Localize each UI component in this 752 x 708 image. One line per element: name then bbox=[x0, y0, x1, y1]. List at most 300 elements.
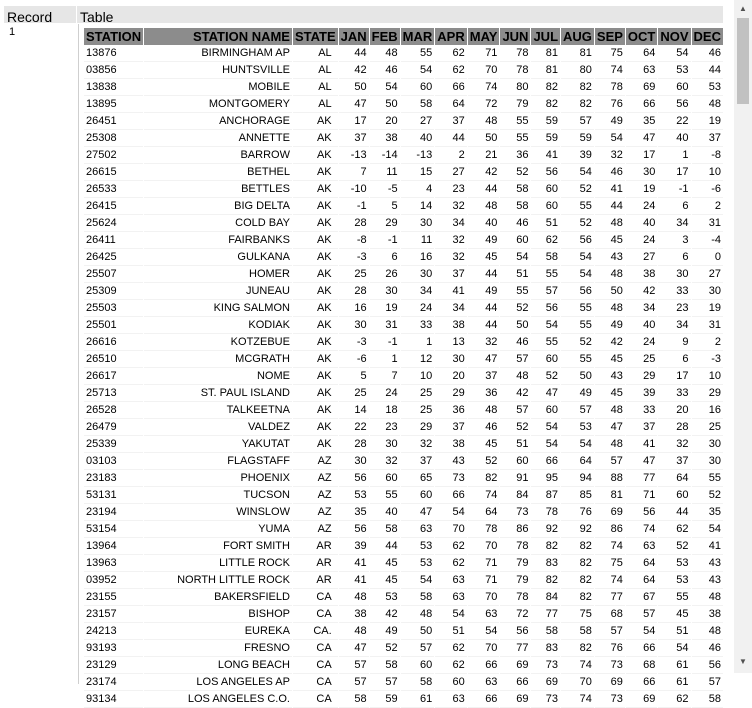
table-row bbox=[84, 436, 723, 453]
table-cell: 48 bbox=[595, 215, 625, 232]
table-cell: 52 bbox=[500, 300, 530, 317]
table-cell: 60 bbox=[658, 487, 690, 504]
table-cell: 44 bbox=[595, 198, 625, 215]
table-cell: 26533 bbox=[84, 181, 143, 198]
table-cell: 50 bbox=[561, 368, 594, 385]
table-row bbox=[84, 691, 723, 708]
table-cell: 23157 bbox=[84, 606, 143, 623]
table-row bbox=[84, 300, 723, 317]
table-cell: KOTZEBUE bbox=[144, 334, 292, 351]
table-cell: 41 bbox=[531, 147, 560, 164]
table-cell: BIRMINGHAM AP bbox=[144, 45, 292, 62]
table-cell: 35 bbox=[692, 504, 723, 521]
table-cell: 50 bbox=[595, 283, 625, 300]
table-column-header: Table bbox=[77, 6, 723, 23]
column-header-jun: JUN bbox=[502, 29, 529, 44]
table-cell: 76 bbox=[595, 640, 625, 657]
table-cell: 13895 bbox=[84, 96, 143, 113]
table-cell: TALKEETNA bbox=[144, 402, 292, 419]
table-cell: 45 bbox=[468, 436, 500, 453]
table-cell: 47 bbox=[626, 130, 657, 147]
scroll-down-arrow-icon[interactable]: ▼ bbox=[739, 657, 747, 666]
table-cell: 42 bbox=[626, 283, 657, 300]
table-cell: -1 bbox=[370, 232, 400, 249]
table-cell: 95 bbox=[531, 470, 560, 487]
table-cell: 58 bbox=[531, 249, 560, 266]
table-cell: 64 bbox=[658, 470, 690, 487]
table-cell: 74 bbox=[595, 572, 625, 589]
table-cell: AR bbox=[293, 555, 338, 572]
table-cell: 54 bbox=[561, 249, 594, 266]
table-cell: 62 bbox=[658, 521, 690, 538]
table-cell: 68 bbox=[626, 657, 657, 674]
table-cell: 83 bbox=[531, 555, 560, 572]
table-cell: 64 bbox=[626, 555, 657, 572]
table-cell: 30 bbox=[692, 453, 723, 470]
table-cell: AR bbox=[293, 572, 338, 589]
table-cell: LONG BEACH bbox=[144, 657, 292, 674]
table-cell: 20 bbox=[370, 113, 400, 130]
table-cell: 33 bbox=[658, 283, 690, 300]
table-cell: 56 bbox=[692, 657, 723, 674]
table-cell: 28 bbox=[339, 283, 369, 300]
table-cell: 73 bbox=[435, 470, 466, 487]
table-cell: 29 bbox=[692, 385, 723, 402]
table-cell: 73 bbox=[531, 657, 560, 674]
table-cell: 13964 bbox=[84, 538, 143, 555]
table-cell: 75 bbox=[595, 555, 625, 572]
column-header-jul: JUL bbox=[533, 29, 559, 44]
table-cell: 62 bbox=[435, 640, 466, 657]
table-cell: 42 bbox=[370, 606, 400, 623]
table-cell: 26411 bbox=[84, 232, 143, 249]
table-cell: 48 bbox=[370, 45, 400, 62]
table-cell: 57 bbox=[370, 674, 400, 691]
table-cell: NORTH LITTLE ROCK bbox=[144, 572, 292, 589]
table-cell: 77 bbox=[626, 470, 657, 487]
scrollbar-thumb[interactable] bbox=[737, 18, 749, 104]
table-cell: MCGRATH bbox=[144, 351, 292, 368]
table-cell: AZ bbox=[293, 487, 338, 504]
table-cell: -10 bbox=[339, 181, 369, 198]
table-cell: 54 bbox=[531, 317, 560, 334]
table-cell: 62 bbox=[531, 232, 560, 249]
table-cell: 56 bbox=[531, 300, 560, 317]
column-header-station-name: STATION NAME bbox=[144, 28, 292, 45]
table-cell: 03952 bbox=[84, 572, 143, 589]
table-cell: 34 bbox=[626, 300, 657, 317]
table-cell: FORT SMITH bbox=[144, 538, 292, 555]
table-cell: AL bbox=[293, 96, 338, 113]
table-cell: 48 bbox=[401, 606, 435, 623]
table-cell: 69 bbox=[500, 657, 530, 674]
table-row bbox=[84, 419, 723, 436]
table-cell: 50 bbox=[500, 317, 530, 334]
table-cell: 92 bbox=[561, 521, 594, 538]
table-cell: 62 bbox=[435, 538, 466, 555]
table-cell: -3 bbox=[339, 334, 369, 351]
table-cell: AK bbox=[293, 215, 338, 232]
table-cell: 46 bbox=[692, 640, 723, 657]
table-cell: 72 bbox=[468, 96, 500, 113]
table-row bbox=[84, 283, 723, 300]
table-cell: 33 bbox=[401, 317, 435, 334]
table-cell: MONTGOMERY bbox=[144, 96, 292, 113]
table-cell: FLAGSTAFF bbox=[144, 453, 292, 470]
table-cell: 13 bbox=[435, 334, 466, 351]
record-column-header: Record bbox=[4, 6, 76, 23]
table-cell: 58 bbox=[500, 198, 530, 215]
table-cell: AL bbox=[293, 45, 338, 62]
table-cell: 58 bbox=[561, 623, 594, 640]
table-cell: 53 bbox=[658, 62, 690, 79]
table-row bbox=[84, 368, 723, 385]
table-cell: 41 bbox=[692, 538, 723, 555]
table-cell: 42 bbox=[595, 334, 625, 351]
table-cell: 56 bbox=[500, 623, 530, 640]
table-cell: GULKANA bbox=[144, 249, 292, 266]
table-cell: LOS ANGELES AP bbox=[144, 674, 292, 691]
column-header-dec: DEC bbox=[693, 29, 721, 44]
table-cell: 62 bbox=[658, 691, 690, 708]
table-cell: 14 bbox=[401, 198, 435, 215]
table-cell: 87 bbox=[531, 487, 560, 504]
table-cell: 73 bbox=[595, 657, 625, 674]
table-cell: 54 bbox=[658, 45, 690, 62]
table-cell: 45 bbox=[468, 249, 500, 266]
table-cell: 50 bbox=[401, 623, 435, 640]
table-cell: 48 bbox=[595, 300, 625, 317]
table-cell: 54 bbox=[401, 572, 435, 589]
table-cell: LITTLE ROCK bbox=[144, 555, 292, 572]
table-cell: 54 bbox=[401, 62, 435, 79]
table-cell: 52 bbox=[500, 419, 530, 436]
table-cell: 81 bbox=[531, 45, 560, 62]
table-cell: 55 bbox=[370, 487, 400, 504]
table-cell: 33 bbox=[626, 402, 657, 419]
table-cell: 45 bbox=[370, 555, 400, 572]
table-cell: 63 bbox=[401, 521, 435, 538]
table-cell: 11 bbox=[370, 164, 400, 181]
table-cell: 57 bbox=[339, 657, 369, 674]
table-cell: 30 bbox=[339, 317, 369, 334]
table-cell: 69 bbox=[626, 691, 657, 708]
table-cell: 20 bbox=[658, 402, 690, 419]
table-cell: 53 bbox=[658, 555, 690, 572]
table-cell: 60 bbox=[531, 402, 560, 419]
table-cell: 71 bbox=[468, 555, 500, 572]
table-cell: 62 bbox=[435, 657, 466, 674]
table-cell: 54 bbox=[370, 79, 400, 96]
table-cell: 48 bbox=[595, 436, 625, 453]
table-cell: 56 bbox=[658, 96, 690, 113]
table-cell: 19 bbox=[692, 113, 723, 130]
table-cell: 0 bbox=[692, 249, 723, 266]
table-cell: 71 bbox=[468, 572, 500, 589]
table-cell: AK bbox=[293, 419, 338, 436]
table-cell: AK bbox=[293, 402, 338, 419]
table-cell: 5 bbox=[339, 368, 369, 385]
table-row bbox=[84, 79, 723, 96]
table-cell: 44 bbox=[658, 504, 690, 521]
table-cell: 34 bbox=[435, 215, 466, 232]
table-cell: 41 bbox=[339, 555, 369, 572]
table-cell: AK bbox=[293, 266, 338, 283]
table-cell: 29 bbox=[370, 215, 400, 232]
table-cell: 55 bbox=[561, 300, 594, 317]
table-cell: 1 bbox=[370, 351, 400, 368]
table-cell: 78 bbox=[500, 538, 530, 555]
table-cell: 25624 bbox=[84, 215, 143, 232]
table-cell: 70 bbox=[435, 521, 466, 538]
table-cell: 49 bbox=[468, 283, 500, 300]
table-cell: 32 bbox=[370, 453, 400, 470]
table-cell: 17 bbox=[626, 147, 657, 164]
table-row bbox=[84, 334, 723, 351]
table-cell: 29 bbox=[401, 419, 435, 436]
table-cell: 72 bbox=[500, 606, 530, 623]
table-cell: 48 bbox=[468, 198, 500, 215]
table-cell: 57 bbox=[626, 606, 657, 623]
table-cell: AK bbox=[293, 368, 338, 385]
table-cell: 13963 bbox=[84, 555, 143, 572]
table-cell: 23183 bbox=[84, 470, 143, 487]
table-cell: 57 bbox=[692, 674, 723, 691]
table-cell: 55 bbox=[561, 351, 594, 368]
table-cell: AK bbox=[293, 113, 338, 130]
table-cell: 46 bbox=[595, 164, 625, 181]
column-header-apr: APR bbox=[437, 29, 465, 44]
table-row bbox=[84, 232, 723, 249]
table-cell: EUREKA bbox=[144, 623, 292, 640]
table-cell: 57 bbox=[595, 623, 625, 640]
table-cell: 47 bbox=[626, 453, 657, 470]
table-cell: 82 bbox=[561, 572, 594, 589]
table-cell: 53 bbox=[658, 572, 690, 589]
table-cell: 60 bbox=[531, 181, 560, 198]
table-cell: HOMER bbox=[144, 266, 292, 283]
table-cell: 54 bbox=[531, 419, 560, 436]
table-cell: 52 bbox=[500, 164, 530, 181]
table-cell: 23174 bbox=[84, 674, 143, 691]
table-cell: 69 bbox=[595, 674, 625, 691]
table-cell: 45 bbox=[595, 232, 625, 249]
table-cell: 62 bbox=[435, 45, 466, 62]
data-table bbox=[83, 28, 724, 708]
table-cell: 46 bbox=[468, 419, 500, 436]
column-header-may: MAY bbox=[469, 29, 498, 44]
table-cell: 57 bbox=[500, 402, 530, 419]
table-row bbox=[84, 130, 723, 147]
table-cell: 60 bbox=[500, 453, 530, 470]
table-cell: 94 bbox=[561, 470, 594, 487]
table-cell: AZ bbox=[293, 504, 338, 521]
vertical-scrollbar[interactable] bbox=[734, 0, 752, 673]
table-cell: 40 bbox=[401, 130, 435, 147]
table-cell: 47 bbox=[401, 504, 435, 521]
table-cell: 32 bbox=[401, 436, 435, 453]
table-cell: 38 bbox=[435, 317, 466, 334]
table-cell: 2 bbox=[692, 334, 723, 351]
table-cell: 44 bbox=[370, 538, 400, 555]
table-cell: AZ bbox=[293, 521, 338, 538]
table-row bbox=[84, 147, 723, 164]
table-cell: 50 bbox=[468, 130, 500, 147]
table-cell: 25 bbox=[339, 385, 369, 402]
table-cell: KODIAK bbox=[144, 317, 292, 334]
table-cell: 54 bbox=[468, 623, 500, 640]
table-cell: 49 bbox=[561, 385, 594, 402]
table-cell: 49 bbox=[595, 113, 625, 130]
table-cell: CA bbox=[293, 691, 338, 708]
table-cell: 30 bbox=[370, 283, 400, 300]
table-cell: 25 bbox=[401, 402, 435, 419]
table-cell: 84 bbox=[500, 487, 530, 504]
table-cell: 56 bbox=[339, 521, 369, 538]
table-row bbox=[84, 266, 723, 283]
table-cell: 66 bbox=[435, 487, 466, 504]
table-cell: 30 bbox=[401, 215, 435, 232]
table-cell: 64 bbox=[626, 572, 657, 589]
table-cell: YAKUTAT bbox=[144, 436, 292, 453]
table-cell: 6 bbox=[658, 249, 690, 266]
table-cell: 39 bbox=[339, 538, 369, 555]
table-cell: ST. PAUL ISLAND bbox=[144, 385, 292, 402]
table-cell: 75 bbox=[595, 45, 625, 62]
table-cell: 30 bbox=[339, 453, 369, 470]
table-row bbox=[84, 589, 723, 606]
table-cell: 33 bbox=[658, 385, 690, 402]
table-cell: 48 bbox=[692, 623, 723, 640]
table-cell: 63 bbox=[468, 674, 500, 691]
table-cell: 59 bbox=[531, 113, 560, 130]
table-cell: 75 bbox=[561, 606, 594, 623]
table-cell: 45 bbox=[595, 351, 625, 368]
table-cell: 82 bbox=[531, 79, 560, 96]
table-cell: 7 bbox=[339, 164, 369, 181]
table-cell: 41 bbox=[435, 283, 466, 300]
table-cell: 44 bbox=[468, 266, 500, 283]
table-cell: 10 bbox=[692, 368, 723, 385]
table-cell: 10 bbox=[401, 368, 435, 385]
table-row bbox=[84, 198, 723, 215]
table-cell: 58 bbox=[339, 691, 369, 708]
table-cell: AK bbox=[293, 130, 338, 147]
table-cell: 82 bbox=[561, 589, 594, 606]
table-cell: 82 bbox=[561, 96, 594, 113]
table-cell: 23129 bbox=[84, 657, 143, 674]
table-cell: -13 bbox=[339, 147, 369, 164]
table-row bbox=[84, 96, 723, 113]
table-cell: 11 bbox=[401, 232, 435, 249]
table-cell: 26615 bbox=[84, 164, 143, 181]
table-cell: 58 bbox=[500, 181, 530, 198]
table-cell: 15 bbox=[401, 164, 435, 181]
table-cell: 71 bbox=[626, 487, 657, 504]
table-cell: 16 bbox=[401, 249, 435, 266]
table-cell: 79 bbox=[500, 96, 530, 113]
table-cell: 52 bbox=[561, 215, 594, 232]
table-cell: 54 bbox=[500, 249, 530, 266]
table-cell: 46 bbox=[692, 45, 723, 62]
table-cell: 31 bbox=[692, 215, 723, 232]
table-cell: 25 bbox=[626, 351, 657, 368]
table-cell: 78 bbox=[500, 45, 530, 62]
table-cell: 12 bbox=[401, 351, 435, 368]
table-cell: 27 bbox=[401, 113, 435, 130]
table-cell: 36 bbox=[435, 402, 466, 419]
table-cell: AK bbox=[293, 436, 338, 453]
table-cell: AK bbox=[293, 232, 338, 249]
table-cell: -8 bbox=[692, 147, 723, 164]
table-cell: 66 bbox=[500, 674, 530, 691]
table-cell: 66 bbox=[626, 674, 657, 691]
table-cell: 77 bbox=[531, 606, 560, 623]
table-cell: 32 bbox=[435, 249, 466, 266]
table-cell: 25507 bbox=[84, 266, 143, 283]
table-cell: 63 bbox=[626, 538, 657, 555]
table-cell: 44 bbox=[435, 130, 466, 147]
table-cell: 74 bbox=[561, 657, 594, 674]
table-cell: 43 bbox=[435, 453, 466, 470]
table-cell: 23194 bbox=[84, 504, 143, 521]
table-cell: 24 bbox=[626, 198, 657, 215]
table-cell: 82 bbox=[531, 538, 560, 555]
table-cell: 38 bbox=[626, 266, 657, 283]
table-cell: 82 bbox=[531, 96, 560, 113]
table-cell: 58 bbox=[401, 589, 435, 606]
table-cell: AK bbox=[293, 385, 338, 402]
table-cell: 52 bbox=[692, 487, 723, 504]
table-cell: 29 bbox=[626, 368, 657, 385]
table-cell: 48 bbox=[339, 623, 369, 640]
table-cell: 74 bbox=[595, 538, 625, 555]
table-cell: 1 bbox=[658, 147, 690, 164]
table-cell: 70 bbox=[561, 674, 594, 691]
table-cell: 17 bbox=[658, 164, 690, 181]
table-cell: 37 bbox=[626, 419, 657, 436]
table-row bbox=[84, 470, 723, 487]
table-cell: 60 bbox=[401, 487, 435, 504]
table-cell: BAKERSFIELD bbox=[144, 589, 292, 606]
table-cell: 28 bbox=[339, 215, 369, 232]
table-cell: 40 bbox=[626, 215, 657, 232]
table-cell: 74 bbox=[468, 79, 500, 96]
table-cell: CA bbox=[293, 589, 338, 606]
table-cell: 60 bbox=[500, 232, 530, 249]
table-cell: 45 bbox=[658, 606, 690, 623]
table-cell: 22 bbox=[658, 113, 690, 130]
table-cell: AK bbox=[293, 334, 338, 351]
table-cell: 55 bbox=[401, 45, 435, 62]
table-cell: 68 bbox=[595, 606, 625, 623]
table-cell: 55 bbox=[561, 198, 594, 215]
table-cell: 78 bbox=[468, 521, 500, 538]
table-cell: 32 bbox=[595, 147, 625, 164]
table-cell: 71 bbox=[468, 45, 500, 62]
table-row bbox=[84, 113, 723, 130]
table-cell: 41 bbox=[626, 436, 657, 453]
table-cell: 17 bbox=[658, 368, 690, 385]
table-cell: 24 bbox=[626, 232, 657, 249]
table-cell: LOS ANGELES C.O. bbox=[144, 691, 292, 708]
table-cell: AZ bbox=[293, 453, 338, 470]
scroll-up-arrow-icon[interactable]: ▲ bbox=[739, 4, 747, 13]
table-cell: 57 bbox=[401, 640, 435, 657]
column-header-aug: AUG bbox=[563, 29, 592, 44]
table-cell: -1 bbox=[339, 198, 369, 215]
table-cell: 6 bbox=[658, 198, 690, 215]
